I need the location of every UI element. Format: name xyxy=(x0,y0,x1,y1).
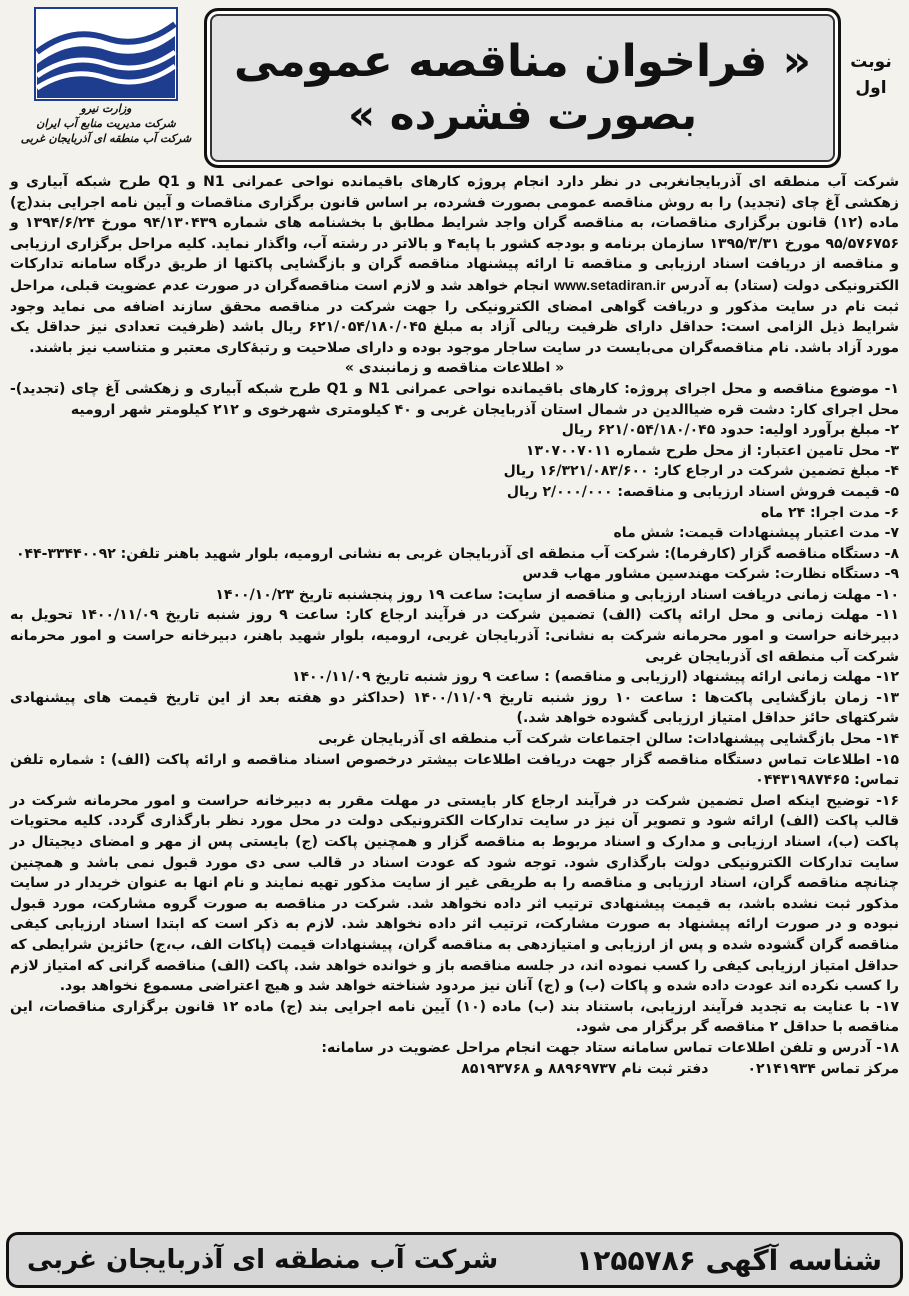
notice-id: شناسه آگهی ۱۲۵۵۷۸۶ xyxy=(576,1243,882,1277)
title-box xyxy=(204,8,841,168)
item-8: ۸- دستگاه مناقصه گزار (کارفرما): شرکت آب منطقه ای آذربایجان غربی به نشانی ارومیه، بلوار شهید باهنر تلفن: ۳۳۴۴۰۰۹۲-۰۴۴ xyxy=(15,545,899,562)
notice-title: « فراخوان مناقصه عمومی xyxy=(233,36,812,88)
logo-company-text: شرکت مدیریت منابع آب ایران xyxy=(36,116,176,130)
item-12: ۱۲- مهلت زمانی ارائه پیشنهاد (ارزیابی و مناقصه) : ساعت ۹ روز شنبه تاریخ ۱۴۰۰/۱۱/۰۹ xyxy=(291,669,899,686)
ministry-logo xyxy=(16,6,196,168)
notice-subtitle: بصورت فشرده » xyxy=(348,90,697,140)
item-7: ۷- مدت اعتبار پیشنهادات قیمت: شش ماه xyxy=(613,525,899,542)
registration-office: دفتر ثبت نام ۸۸۹۶۹۷۳۷ و ۸۵۱۹۳۷۶۸ xyxy=(461,1060,709,1077)
item-18: ۱۸- آدرس و تلفن اطلاعات تماس سامانه ستاد جهت انجام مراحل عضویت در سامانه: xyxy=(321,1039,899,1056)
item-4: ۴- مبلغ تضمین شرکت در ارجاع کار: ۱۶/۳۲۱/۰۸۳/۶۰۰ ریال xyxy=(503,463,899,480)
round-label: نوبت اول xyxy=(850,52,892,98)
item-13: ۱۳- زمان بازگشایی پاکت‌ها : ساعت ۱۰ روز شنبه تاریخ ۱۴۰۰/۱۱/۰۹ (حداکثر دو هفته بعد از این تاریخ قیمت های پیشنهادی شرکتهای حائز حداقل امتیاز ارزیابی گشوده خواهد شد.) xyxy=(10,689,899,727)
item-3: ۳- محل تامین اعتبار: از محل طرح شماره ۱۳۰۷۰۰۷۰۱۱ xyxy=(525,442,899,459)
item-14: ۱۴- محل بازگشایی پیشنهادات: سالن اجتماعات شرکت آب منطقه ای آذربایجان غربی xyxy=(318,731,899,748)
item-9: ۹- دستگاه نظارت: شرکت مهندسین مشاور مهاب قدس xyxy=(522,566,899,583)
item-5: ۵- قیمت فروش اسناد ارزیابی و مناقصه: ۲/۰۰۰/۰۰۰ ریال xyxy=(506,483,899,500)
intro-paragraph xyxy=(10,172,899,358)
call-center: مرکز تماس ۰۲۱۴۱۹۳۴ xyxy=(747,1060,899,1077)
setadiran-link[interactable]: www.setadiran.ir xyxy=(554,276,666,293)
contact-line xyxy=(10,1059,899,1080)
logo-regional-text: شرکت آب منطقه ای آذربایجان غربی xyxy=(20,131,192,145)
notice-body xyxy=(4,172,905,1217)
item-11: ۱۱- مهلت زمانی و محل ارائه پاکت (الف) تضمین شرکت در فرآیند ارجاع کار: ساعت ۹ روز شنبه تاریخ ۱۴۰۰/۱۱/۰۹ تحویل به دبیرخانه حراست و امور محرمانه شرکت به نشانی: آذربایجان غربی، ارومیه، بلوار شهید باهنر، دبیرخانه حراست و امور محرمانه شرکت آب منطقه ای آذربایجان غربی xyxy=(10,607,899,665)
item-10: ۱۰- مهلت زمانی دریافت اسناد ارزیابی و مناقصه از سایت: ساعت ۱۹ روز پنجشنبه تاریخ ۱۴۰۰/۱۰/۲۳ xyxy=(215,586,899,603)
item-6: ۶- مدت اجرا: ۲۴ ماه xyxy=(761,504,899,521)
item-16: ۱۶- توضیح اینکه اصل تضمین شرکت در فرآیند ارجاع کار بایستی در مهلت مقرر به دبیرخانه حراست و امور محرمانه شرکت در قالب پاکت (الف) ارائه شود و تصویر آن نیز در سایت تدارکات الکترونیکی دولت در محل مورد نظر بارگذاری گردد. کلیه محتویات پاکت (ب)، اسناد ارزیابی و مدارک و اسناد مربوط به مناقصه گزار و همچنین پاکت (ج) بایستی پس از مهر و امضای دیجیتال در سایت تدارکات الکترونیکی دولت بارگذاری شود. توجه شود که عودت اسناد در قالب سی دی مورد قبول نمی باشد و همچنین چنانچه مناقصه گران، اسناد ارزیابی و مناقصه را به طریقی غیر از سایت مذکور تهیه نمایند و نام انها به عنوان خریدار در سایت مذکور ثبت نشده باشد، به قیمت پیشنهادی ترتیب اثر داده نخواهد شد. شرکت در مناقصه به صورت گروه مشارکت، مورد قبول نبوده و در صورت ارائه پیشنهاد به صورت مشارکت، ترتیب اثر داده نخواهد شد. لازم به ذکر است که ابتدا اسناد ارزیابی کیفی مناقصه گران گشوده شده و پس از ارزیابی و امتیازدهی به مناقصه گران، پیشنهادات قیمت (پاکات الف، ب،ج) حائزین شرایطی که حداقل امتیاز ارزیابی کیفی را کسب نموده اند، در جلسه مناقصه باز و خوانده خواهد شد. پاکت (الف) مناقصه گرانی که امتیاز لازم را کسب نکرده اند عودت داده شده و پاکات (ب) و (ج) آنان نیز مردود شناخته خواهد شد و هیچ اعتراضی مسموع نخواهد بود. xyxy=(10,792,899,995)
item-1: ۱- موضوع مناقصه و محل اجرای پروژه: کارهای باقیمانده نواحی عمرانی N1 و Q1 طرح شبکه آبیاری و زهکشی آغ چای (تجدید)- محل اجرای کار: دشت قره ضیاالدین در شمال استان آذربایجان غربی و ۴۰ کیلومتری شهرخوی و ۲۱۲ کیلومتر شهر ارومیه xyxy=(10,380,899,418)
section-title: « اطلاعات مناقصه و زمانبندی » xyxy=(344,360,565,377)
notice-header xyxy=(4,4,905,172)
item-17: ۱۷- با عنایت به تجدید فرآیند ارزیابی، باستناد بند (ب) ماده (۱۰) آیین نامه اجرایی بند (ج) ماده ۱۲ قانون برگزاری مناقصات، این مناقصه با حداقل ۲ مناقصه گر برگزار می شود. xyxy=(10,998,899,1036)
notice-footer xyxy=(6,1232,903,1288)
item-2: ۲- مبلغ برآورد اولیه: حدود ۶۲۱/۰۵۴/۱۸۰/۰۴۵ ریال xyxy=(561,422,899,439)
item-15: ۱۵- اطلاعات تماس دستگاه مناقصه گزار جهت دریافت اطلاعات بیشتر درخصوص اسناد مناقصه و ارائه پاکت (الف) : شماره تلفن تماس: ۰۴۴۳۱۹۸۷۴۶۵ xyxy=(10,751,899,789)
footer-company: شرکت آب منطقه ای آذربایجان غربی xyxy=(27,1245,499,1275)
water-waves-icon xyxy=(31,6,181,102)
intro-text-2: انجام خواهد شد و لازم است مناقصه‌گران در صورت عدم عضویت قبلی، مراحل ثبت نام در سایت مذکور و دریافت گواهی امضای الکترونیکی را جهت شرکت در مناقصه محقق سازند اضافه می نماید وجود شرایط ذیل الزامی است: حداقل دارای ظرفیت ریالی آزاد به مبلغ ۶۲۱/۰۵۴/۱۸۰/۰۴۵ ریال باشد (ظرفیت تعدادی نیز حداقل یک مورد آزاد باشد. نام مناقصه‌گران می‌بایست در سایت ساجار موجود بوده و دارای صلاحیت و رتبهٔ‌کاری معتبر و متناسب نیز باشند. xyxy=(10,277,899,356)
logo-ministry-text: وزارت نیرو xyxy=(80,102,132,115)
intro-text-1: شرکت آب منطقه ای آذربایجانغربی در نظر دارد انجام پروژه کارهای باقیمانده نواحی عمرانی N1 و Q1 طرح شبکه آبیاری و زهکشی آغ چای (تجدید) را به روش مناقصه عمومی بصورت فشرده، بر اساس قانون برگزاری مناقصات و آیین نامه اجرایی بند(ج) ماده (۱۲) قانون برگزاری مناقصات، به مناقصه گران واجد شرایط مطابق با بخشنامه های شماره ۹۴/۱۳۰۴۳۹ مورخ ۱۳۹۴/۶/۲۴ و ۹۵/۵۷۶۷۵۶ مورخ ۱۳۹۵/۳/۳۱ سازمان برنامه و بودجه کشور با پایه۴ و بالاتر در رشته آب، واگذار نماید. کلیه مراحل برگزاری ارزیابی و مناقصه از دریافت اسناد ارزیابی و مناقصه تا ارائه پیشنهاد مناقصه گران و بازگشایی پاکتها از طریق درگاه سامانه تدارکات الکترونیکی دولت (ستاد) به آدرس xyxy=(10,174,900,294)
